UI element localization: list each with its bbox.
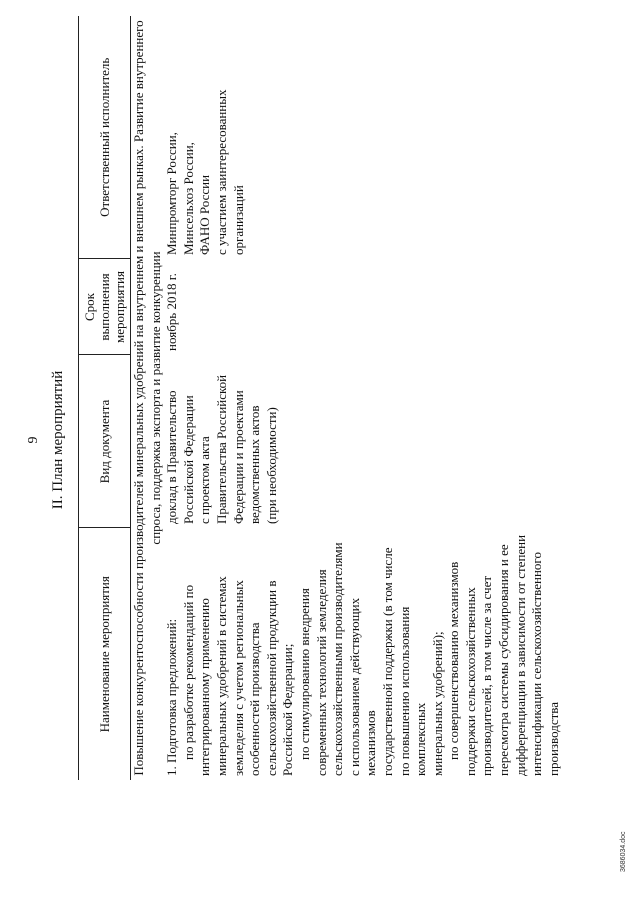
measure-line: интегрированному применению xyxy=(197,598,213,776)
document-type-line: Российской Федерации xyxy=(180,395,196,524)
document-type-line: ведомственных актов xyxy=(247,405,263,524)
executor-line: организаций xyxy=(230,185,246,255)
table-row xyxy=(164,16,562,780)
footer-file-code: 3686034.doc xyxy=(620,831,627,872)
executor-line: Минпромторг России, xyxy=(164,132,180,255)
document-type-line: доклад в Правительство xyxy=(164,390,180,524)
measure-line: по повышению использования комплексных xyxy=(396,606,429,776)
deadline-cell: ноябрь 2018 г. xyxy=(164,273,180,351)
document-type-line: с проектом акта xyxy=(197,436,213,524)
measure-line: производства xyxy=(545,701,561,776)
measure-line: 1. Подготовка предложений: xyxy=(164,618,180,776)
measure-line: сельскохозяйственной продукции в xyxy=(263,580,279,776)
document-type-line: (при необходимости) xyxy=(263,407,279,524)
executor-line: ФАНО России xyxy=(197,174,213,255)
measure-line: минеральных удобрений в системах xyxy=(213,576,229,776)
page-number: 9 xyxy=(26,436,41,444)
executor-cell xyxy=(164,16,562,259)
measure-line: современных технологий земледелия xyxy=(313,569,329,776)
measure-line: Российской Федерации; xyxy=(280,643,296,776)
measure-line: поддержки сельскохозяйственных xyxy=(462,587,478,776)
measure-line: пересмотра системы субсидирования и ее xyxy=(496,544,512,776)
executor-line: Минсельхоз России, xyxy=(180,142,196,255)
header-executor: Ответственный исполнитель xyxy=(79,16,131,259)
measure-cell xyxy=(164,528,562,780)
measure-line: государственной поддержки (в том числе xyxy=(379,547,395,776)
section-row xyxy=(131,16,165,780)
plan-table xyxy=(78,16,562,780)
document-type-cell xyxy=(164,355,562,528)
measure-line: с использованием действующих механизмов xyxy=(346,597,379,776)
document-type-line: Федерации и проектами xyxy=(230,390,246,524)
measure-line: по разработке рекомендаций по xyxy=(180,584,196,760)
measure-line: по совершенствованию механизмов xyxy=(446,561,462,760)
measure-line: минеральных удобрений); xyxy=(429,631,445,776)
measure-line: интенсификации сельскохозяйственного xyxy=(529,552,545,776)
measure-line: производителей, в том числе за счет xyxy=(479,575,495,776)
executor-line: с участием заинтересованных xyxy=(213,89,229,255)
measure-line: дифференциации в зависимости от степени xyxy=(512,534,528,776)
header-measure: Наименование мероприятия xyxy=(79,528,131,780)
section-title: Повышение конкурентоспособности производителей минеральных удобрений на внутреннем и внешнем рынках. Развитие внутреннего спроса, поддержка экспорта и развитие конкуренции xyxy=(131,20,163,776)
plan-title: II. План мероприятий xyxy=(50,370,66,510)
measure-line: особенностей производства xyxy=(247,622,263,776)
header-deadline: Срок выполнения мероприятия xyxy=(79,259,131,355)
measure-line: земледелия с учетом региональных xyxy=(230,580,246,776)
table-header-row xyxy=(79,16,131,780)
measure-line: по стимулированию внедрения xyxy=(296,588,312,760)
document-type-line: Правительства Российской xyxy=(213,374,229,524)
header-document-type: Вид документа xyxy=(79,355,131,528)
measure-line: сельскохозяйственными производителями xyxy=(330,542,346,776)
